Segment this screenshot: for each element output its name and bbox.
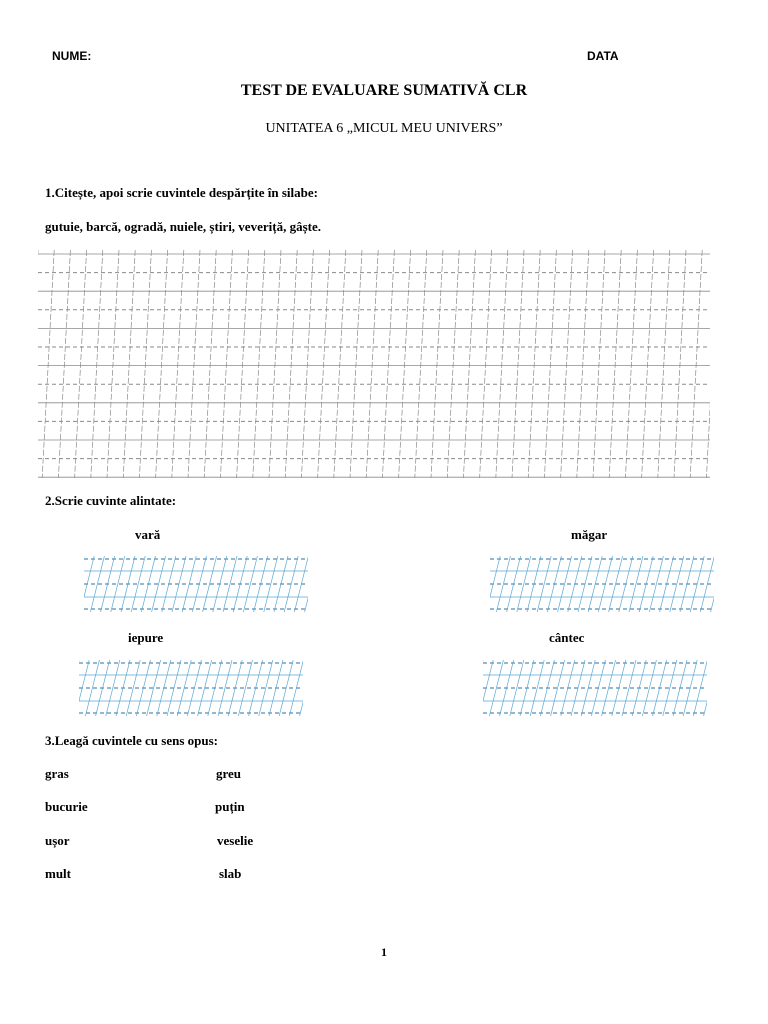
writing-grid-iepure[interactable]: [79, 660, 303, 716]
grid-slant: [528, 250, 540, 478]
exercise-3-instruction: 3.Leagă cuvintele cu sens opus:: [45, 733, 218, 748]
grid-slant: [520, 660, 534, 716]
grid-slant: [447, 250, 459, 478]
grid-slant: [156, 250, 168, 478]
grid-slant: [91, 250, 103, 478]
right-word-veselie[interactable]: veselie: [217, 833, 254, 848]
grid-slant: [399, 250, 411, 478]
grid-slant: [237, 250, 249, 478]
left-word-bucurie[interactable]: bucurie: [45, 799, 88, 814]
right-word-greu[interactable]: greu: [216, 766, 242, 781]
right-word-slab[interactable]: slab: [219, 866, 242, 881]
grid-slant: [204, 250, 216, 478]
grid-slant: [58, 250, 70, 478]
grid-slant: [123, 250, 135, 478]
left-word-mult[interactable]: mult: [45, 866, 71, 881]
grid-slant: [658, 250, 670, 478]
exercise-1-words: gutuie, barcă, ogradă, nuiele, știri, veveriță, gâște.: [45, 219, 321, 234]
grid-slant: [318, 250, 330, 478]
left-word-usor[interactable]: ușor: [45, 833, 70, 848]
grid-slant: [544, 250, 556, 478]
writing-grid-large[interactable]: [38, 250, 710, 478]
grid-slant: [334, 250, 346, 478]
page-number: 1: [381, 945, 387, 959]
exercise-2-instruction: 2.Scrie cuvinte alintate:: [45, 493, 177, 508]
word-vara: vară: [135, 527, 161, 542]
grid-slant: [577, 250, 589, 478]
grid-slant: [496, 250, 508, 478]
grid-slant: [415, 250, 427, 478]
page-title: TEST DE EVALUARE SUMATIVĂ CLR: [240, 82, 528, 99]
grid-slant: [75, 250, 87, 478]
grid-slant: [42, 250, 54, 478]
grid-slant: [366, 250, 378, 478]
grid-slant: [350, 250, 362, 478]
grid-slant: [463, 250, 475, 478]
grid-slant: [116, 660, 130, 716]
grid-slant: [269, 250, 281, 478]
date-label: DATA: [587, 49, 619, 63]
grid-slant: [107, 250, 119, 478]
grid-slant: [706, 250, 710, 478]
grid-slant: [220, 250, 232, 478]
left-word-gras[interactable]: gras: [45, 766, 69, 781]
page-subtitle: UNITATEA 6 „MICUL MEU UNIVERS”: [265, 121, 503, 136]
writing-grid-magar[interactable]: [490, 556, 714, 612]
right-word-putin[interactable]: puțin: [215, 799, 245, 814]
grid-slant: [139, 250, 151, 478]
word-iepure: iepure: [128, 630, 164, 645]
grid-slant: [674, 250, 686, 478]
exercise-1-instruction: 1.Citește, apoi scrie cuvintele despărțite în silabe:: [45, 185, 318, 200]
grid-slant: [512, 250, 524, 478]
grid-slant: [172, 250, 184, 478]
grid-slant: [285, 250, 297, 478]
grid-slant: [642, 250, 654, 478]
word-cantec: cântec: [549, 630, 585, 645]
grid-slant: [593, 250, 605, 478]
grid-slant: [609, 250, 621, 478]
grid-slant: [480, 250, 492, 478]
grid-slant: [690, 250, 702, 478]
grid-slant: [527, 556, 541, 612]
writing-grid-cantec[interactable]: [483, 660, 707, 716]
writing-grid-vara[interactable]: [84, 556, 308, 612]
grid-slant: [121, 556, 135, 612]
grid-slant: [253, 250, 265, 478]
grid-slant: [625, 250, 637, 478]
grid-slant: [382, 250, 394, 478]
grid-slant: [561, 250, 573, 478]
word-magar: măgar: [571, 527, 608, 542]
grid-slant: [188, 250, 200, 478]
grid-slant: [301, 250, 313, 478]
name-label: NUME:: [52, 49, 92, 63]
grid-slant: [431, 250, 443, 478]
